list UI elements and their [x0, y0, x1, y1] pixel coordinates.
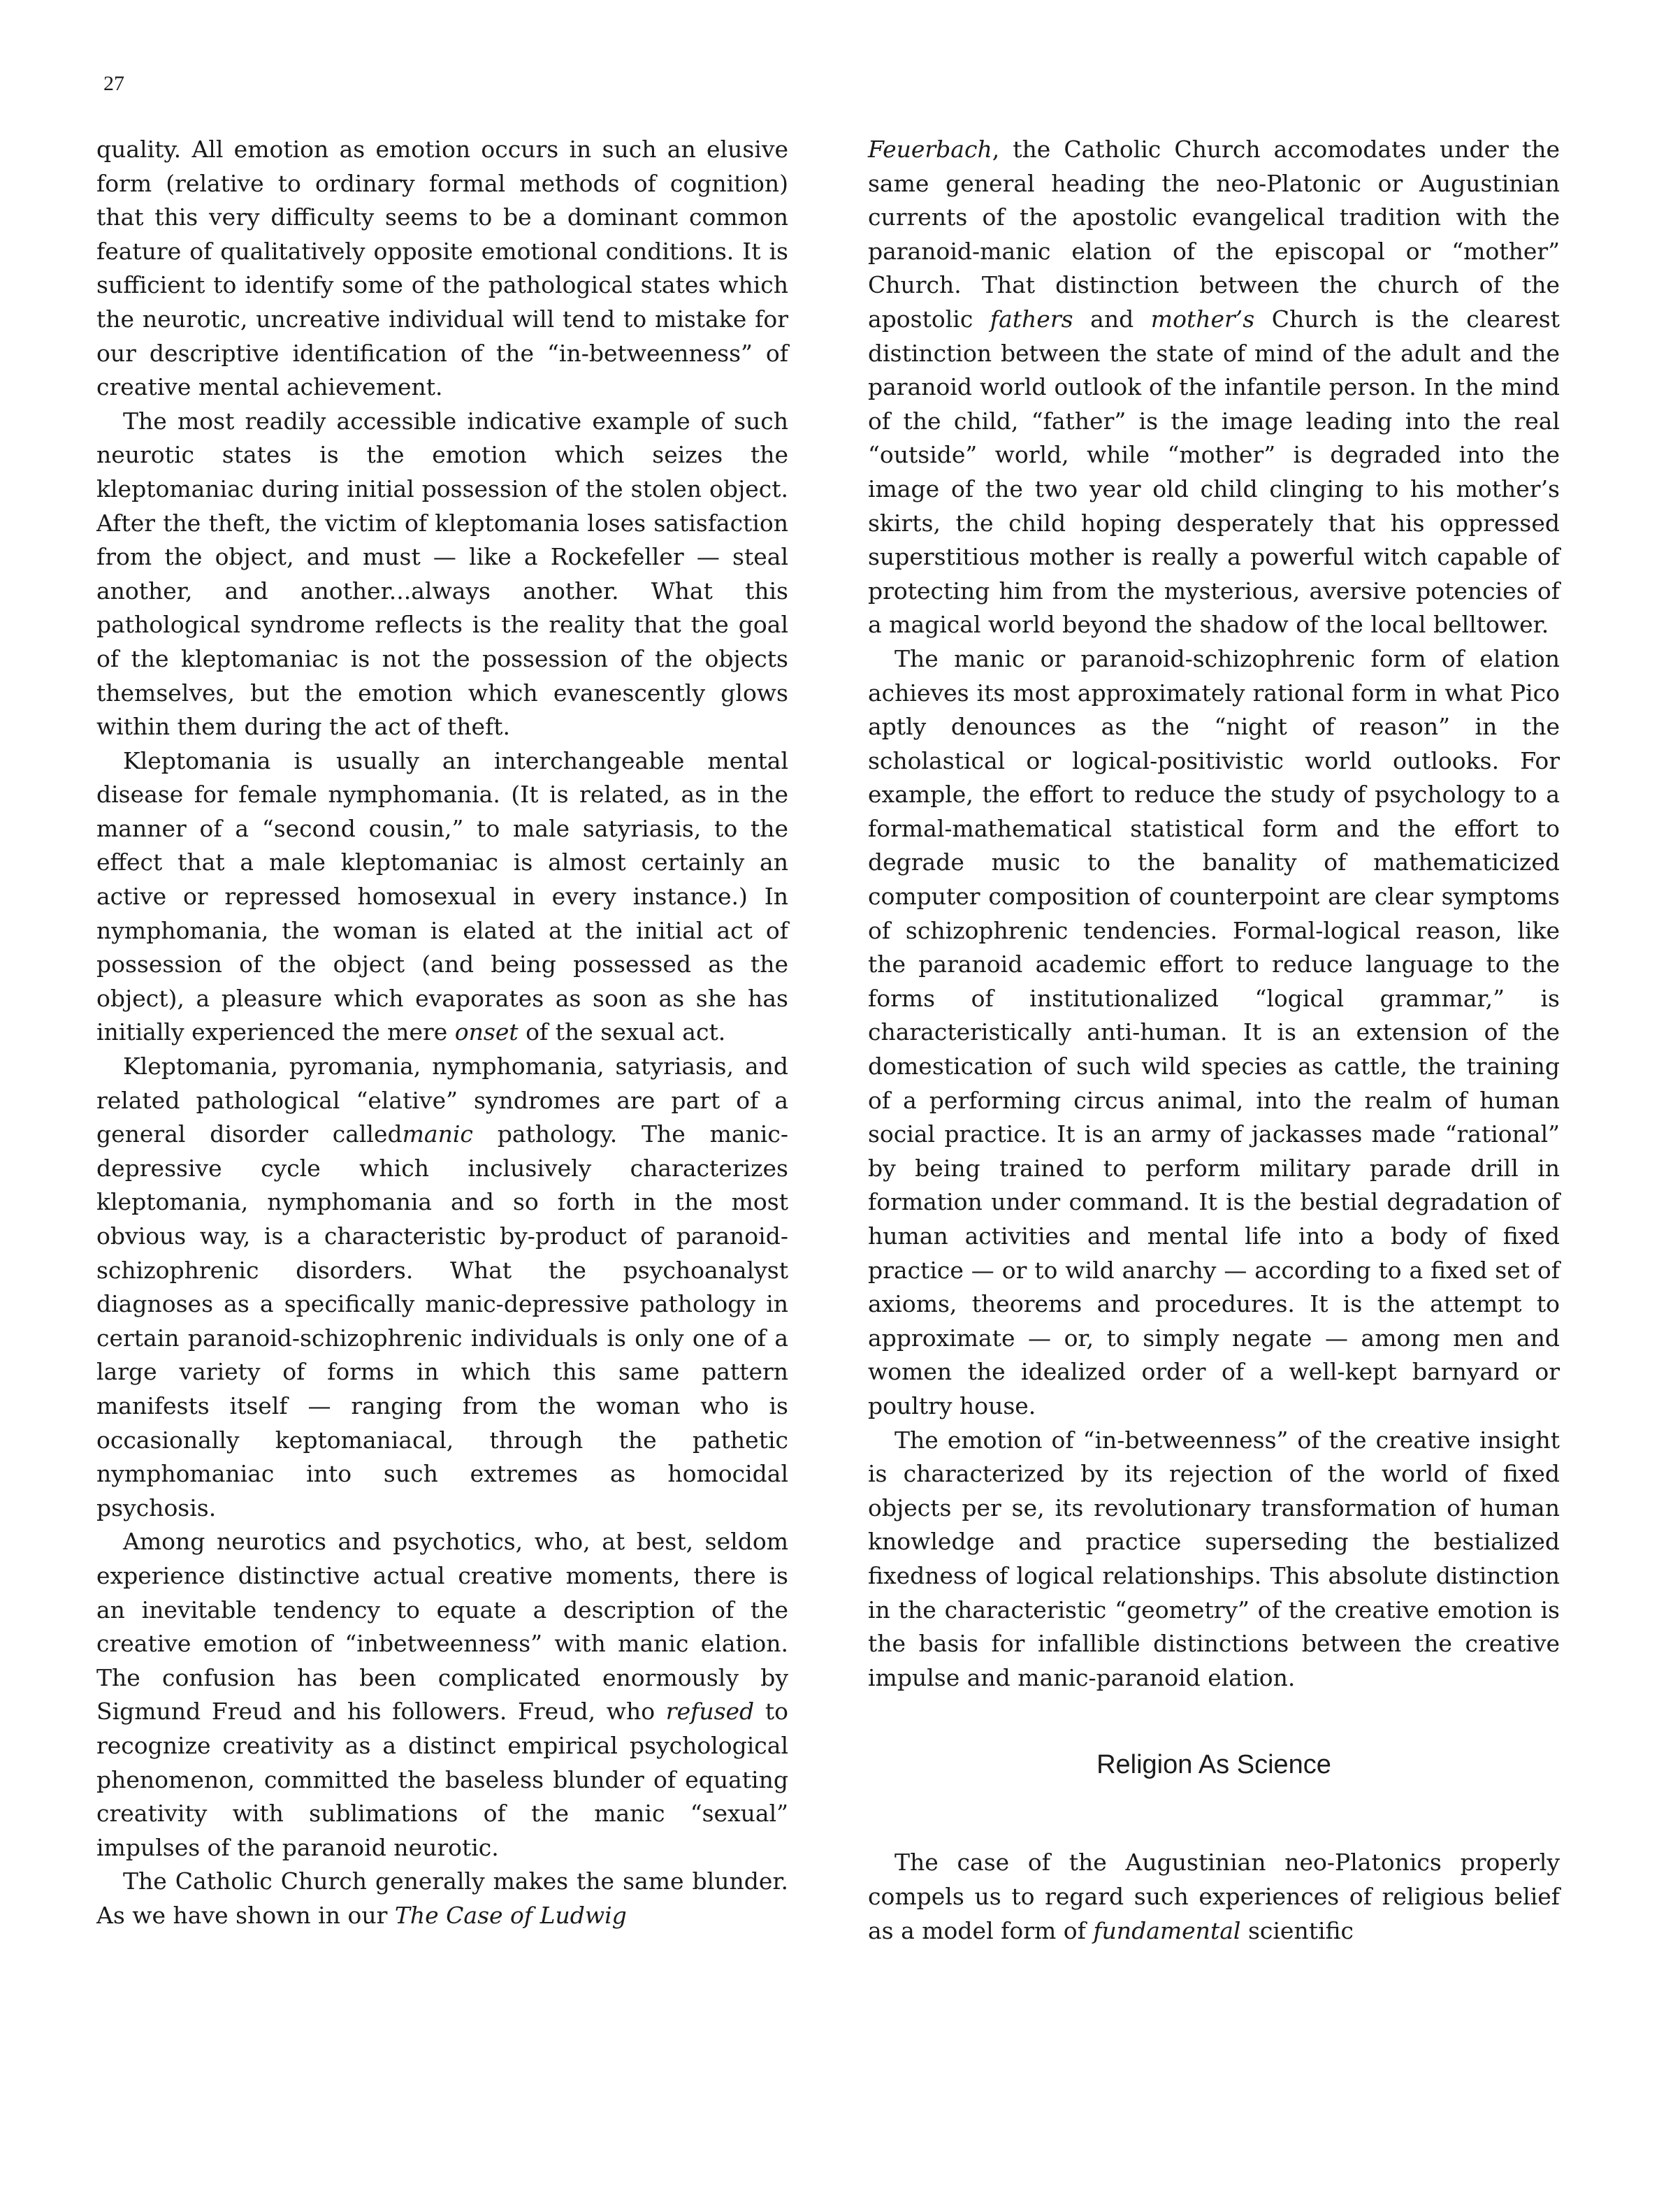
paragraph	[96, 1050, 788, 1525]
text-run: and	[1090, 305, 1134, 333]
text-run: to recognize creativity as a distinct empirical psychological phenomenon, committed the baseless blunder of equating creativity with sublimations of the manic “sexual” impulses of the paranoid neurotic.	[96, 1698, 788, 1861]
text-run: scientific	[1247, 1916, 1354, 1944]
paragraph: The most readily accessible indicative example of such neurotic states is the emotion which seizes the kleptomaniac during initial possession of the stolen object. After the theft, the victim of kleptomania loses satisfaction from the object, and must — like a Rockefeller — steal another, and another...always another. What this pathological syndrome reflects is the reality that the goal of the kleptomaniac is not the possession of the objects themselves, but the emotion which evanescently glows within them during the act of theft.	[96, 407, 788, 741]
emphasis: onset	[454, 1018, 519, 1046]
text-run: of the sexual act.	[526, 1018, 726, 1046]
right-column	[868, 133, 1560, 1948]
paragraph: The emotion of “in-betweenness” of the creative insight is characterized by its rejection of the world of fixed objects per se, its revolutionary transformation of human knowledge and practice superseding the bestialized fixedness of logical relationships. This absolute distinction in the characteristic “geometry” of the creative emotion is the basis for infallible distinctions between the creative impulse and manic-paranoid elation.	[868, 1426, 1560, 1691]
paragraph	[96, 1865, 788, 1932]
paragraph	[868, 1846, 1560, 1948]
paragraph	[868, 133, 1560, 642]
left-column	[96, 133, 788, 1932]
emphasis: fundamental	[1093, 1916, 1241, 1944]
text-run: Among neurotics and psychotics, who, at best, seldom experience distinctive actual creative moments, there is an inevitable tendency to equate a description of the creative emotion of “inbetweenness” with manic elation. The confusion has been complicated enormously by Sigmund Freud and his followers. Freud, who	[96, 1528, 788, 1726]
paragraph: The manic or paranoid-schizophrenic form of elation achieves its most approximately rational form in what Pico aptly denounces as the “night of reason” in the scholastical or logical-positivistic world outlooks. For example, the effort to reduce the study of psychology to a formal-mathematical statistical form and the effort to degrade music to the banality of mathematicized computer composition of counterpoint are clear symptoms of schizophrenic tendencies. Formal-logical reason, like the paranoid academic effort to reduce language to the forms of institutionalized “logical grammar,” is characteristically anti-human. It is an extension of the domestication of such wild species as cattle, the training of a performing circus animal, into the realm of human social practice. It is an army of jackasses made “rational” by being trained to perform military parade drill in formation under command. It is the bestial degradation of human activities and mental life into a body of fixed practice — or to wild anarchy — according to a fixed set of axioms, theorems and procedures. It is the attempt to approximate — or, to simply negate — among men and women the idealized order of a well-kept barnyard or poultry house.	[868, 644, 1560, 1419]
paragraph	[96, 1525, 788, 1865]
emphasis: fathers	[990, 305, 1073, 333]
paragraph: quality. All emotion as emotion occurs in such an elusive form (relative to ordinary formal methods of cognition) that this very difficulty seems to be a dominant common feature of qualitatively opposite emotional conditions. It is sufficient to identify some of the pathological states which the neurotic, uncreative individual will tend to mistake for our descriptive identification of the “in-betweenness” of creative mental achievement.	[96, 136, 788, 401]
text-run: The Catholic Church generally makes the same blunder. As we have shown in our	[96, 1867, 788, 1929]
text-run: Kleptomania, pyromania, nymphomania, satyriasis, and related pathological “elative” syndromes are part of a general disorder called	[96, 1053, 788, 1148]
text-run: pathology. The manic-depressive cycle which inclusively characterizes kleptomania, nymphomania and so forth in the most obvious way, is a characteristic by-product of paranoid-schizophrenic disorders. What the psychoanalyst diagnoses as a specifically manic-depressive pathology in certain paranoid-schizophrenic individuals is only one of a large variety of forms in which this same pattern manifests itself — ranging from the woman who is occasionally keptomaniacal, through the pathetic nymphomaniac into such extremes as homocidal psychosis.	[96, 1120, 788, 1521]
text-run: Church is the clearest distinction between the state of mind of the adult and the paranoid world outlook of the infantile person. In the mind of the child, “father” is the image leading into the real “outside” world, while “mother” is degraded into the image of the two year old child clinging to his mother’s skirts, the child hoping desperately that his oppressed superstitious mother is really a powerful witch capable of protecting him from the mysterious, aversive potencies of a magical world beyond the shadow of the local belltower.	[868, 305, 1560, 639]
text-run: , the Catholic Church accomodates under the same general heading the neo-Platonic or Augustinian currents of the apostolic evangelical tradition with the paranoid-manic elation of the episcopal or “mother” Church. That distinction between the church of the apostolic	[868, 136, 1560, 333]
page-number: 27	[103, 72, 124, 95]
emphasis: Feuerbach	[868, 136, 992, 163]
text-run: The case of the Augustinian neo-Platonics properly compels us to regard such experiences of religious belief as a model form of	[868, 1849, 1560, 1944]
emphasis: refused	[665, 1698, 755, 1726]
paragraph	[96, 744, 788, 1050]
emphasis: The Case of Ludwig	[394, 1901, 627, 1929]
section-heading: Religion As Science	[1096, 1750, 1331, 1780]
emphasis: manic	[402, 1120, 473, 1148]
text-run: Kleptomania is usually an interchangeable mental disease for female nymphomania. (It is related, as in the manner of a “second cousin,” to male satyriasis, to the effect that a male kleptomaniac is almost certainly an active or repressed homosexual in every instance.) In nymphomania, the woman is elated at the initial act of possession of the object (and being possessed as the object), a pleasure which evaporates as soon as she has initially experienced the mere	[96, 746, 788, 1046]
emphasis: mother’s	[1150, 305, 1255, 333]
